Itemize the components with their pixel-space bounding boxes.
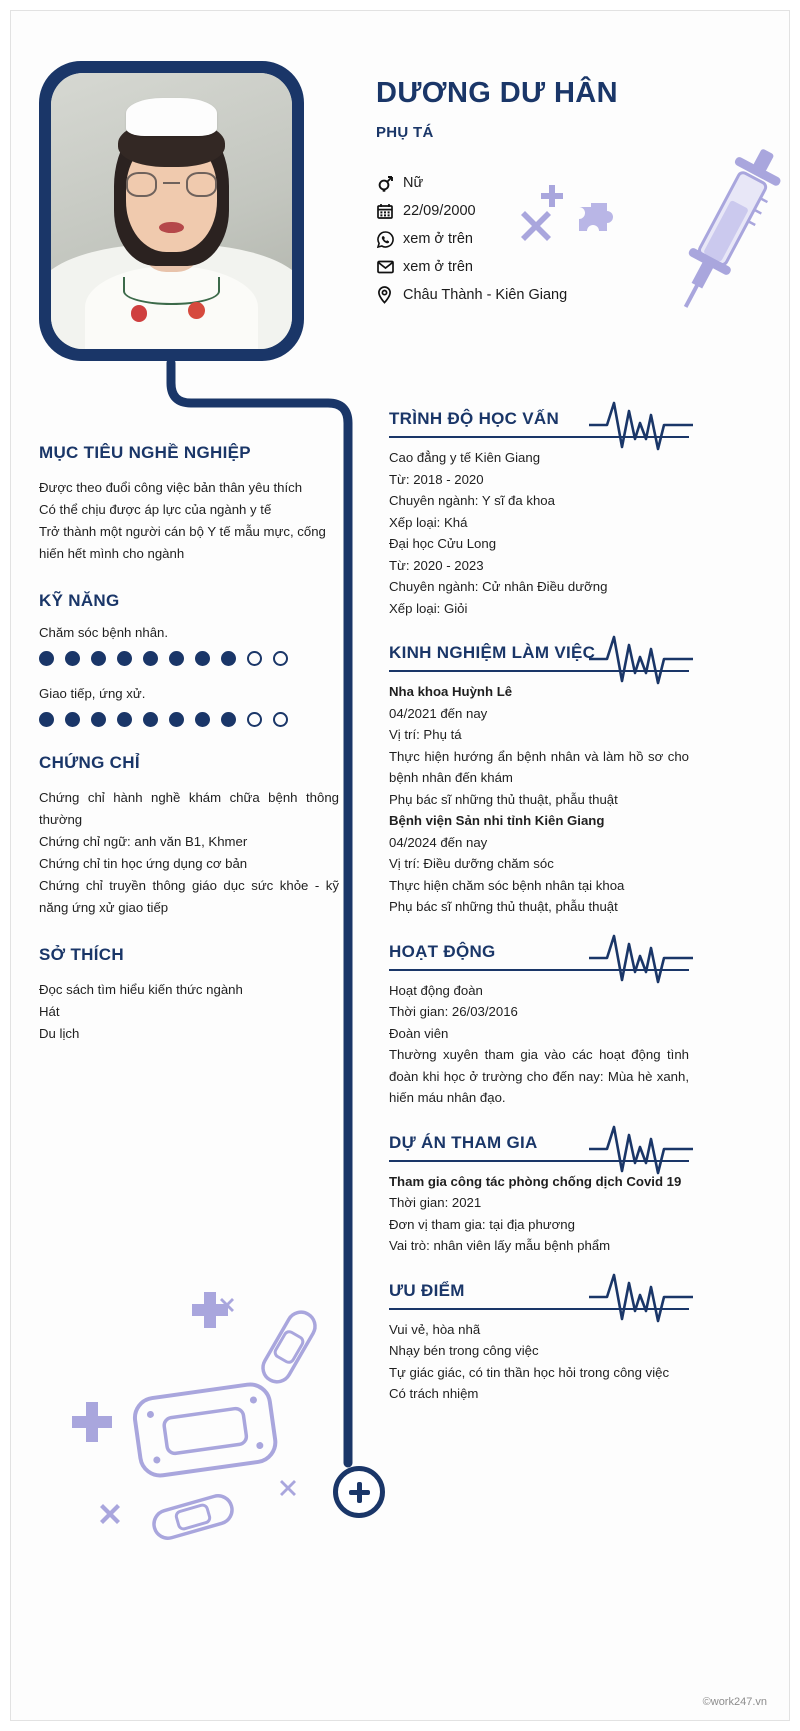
project-line: Tham gia công tác phòng chống dịch Covid 19 (389, 1173, 682, 1189)
activity-line: Đoàn viên (389, 1025, 449, 1041)
section-certificates (39, 753, 339, 919)
rating-dot (195, 651, 210, 666)
skills-heading: KỸ NĂNG (39, 591, 120, 610)
education-line: Xếp loại: Giỏi (389, 600, 468, 616)
heartbeat-icon (589, 1119, 699, 1175)
hobbies-heading: SỞ THÍCH (39, 945, 124, 964)
project-line: Thời gian: 2021 (389, 1195, 482, 1210)
experience-line: Nha khoa Huỳnh Lê (389, 684, 513, 699)
rating-dot (39, 651, 54, 666)
contact-row-phone[interactable] (377, 225, 677, 253)
education-line: Chuyên ngành: Cử nhân Điều dưỡng (389, 579, 608, 594)
activity-line: Thường xuyên tham gia vào các hoạt động tình đoàn khi học ở trường cho đến nay: Mùa hè xanh, hiến máu nhân đạo. (389, 1047, 689, 1105)
rating-dot (91, 651, 106, 666)
hobby-line: Đọc sách tìm hiểu kiến thức ngành (39, 982, 243, 997)
rating-dot (195, 712, 210, 727)
hobby-line: Du lịch (39, 1026, 80, 1041)
rating-dot (91, 712, 106, 727)
section-advantages (389, 1281, 689, 1405)
rating-dot (247, 651, 262, 666)
rating-dot (143, 712, 158, 727)
rating-dot (273, 712, 288, 727)
candidate-name: DƯƠNG DƯ HÂN (376, 77, 618, 109)
advantage-line: Nhạy bén trong công việc (389, 1343, 539, 1358)
experience-line: 04/2024 đến nay (389, 834, 488, 850)
activities-heading: HOẠT ĐỘNG (389, 941, 496, 961)
bandage-decor-lower (147, 1489, 239, 1545)
medical-plus-badge (333, 1466, 385, 1518)
email-icon (377, 260, 403, 274)
education-line: Cao đẳng y tế Kiên Giang (389, 450, 541, 465)
rating-dot (117, 651, 132, 666)
experience-line: Bệnh viện Sản nhi tỉnh Kiên Giang (389, 813, 605, 828)
certificate-line: Chứng chỉ hành nghề khám chữa bệnh thông thường (39, 790, 339, 827)
advantage-line: Có trách nhiệm (389, 1386, 479, 1401)
site-credit: ©work247.vn (702, 1696, 767, 1708)
education-line: Chuyên ngành: Y sĩ đa khoa (389, 493, 555, 508)
location-icon (377, 286, 403, 304)
advantages-heading: ƯU ĐIỂM (389, 1280, 465, 1300)
rating-dot (65, 651, 80, 666)
education-line: Từ: 2018 - 2020 (389, 471, 484, 487)
right-column (389, 409, 689, 1429)
section-education (389, 409, 689, 619)
cv-page (10, 10, 790, 1721)
section-objective (39, 443, 339, 565)
experience-line: Thực hiện hướng ẩn bệnh nhân và làm hồ sơ cho bệnh nhân đến khám (389, 748, 689, 785)
rating-dot (169, 651, 184, 666)
hobby-line: Hát (39, 1004, 60, 1019)
experience-line: Thực hiện chăm sóc bệnh nhân tại khoa (389, 877, 625, 893)
project-line: Đơn vị tham gia: tại địa phương (389, 1216, 575, 1232)
certificate-line: Chứng chỉ ngữ: anh văn B1, Khmer (39, 834, 248, 849)
profile-photo (39, 61, 304, 361)
contact-value-location: Châu Thành - Kiên Giang (403, 287, 568, 303)
bandage-decor-upper (253, 1301, 325, 1393)
activity-line: Hoạt động đoàn (389, 982, 483, 998)
rating-dot (39, 712, 54, 727)
contact-row-location (377, 281, 677, 309)
section-activities (389, 942, 689, 1109)
rating-dot (221, 651, 236, 666)
rating-dot (273, 651, 288, 666)
contact-value-phone: xem ở trên (403, 231, 473, 247)
experience-line: Vị trí: Phụ tá (389, 727, 462, 742)
left-column (39, 443, 339, 1071)
advantage-line: Tự giác giác, có tin thần học hỏi trong công việc (389, 1364, 670, 1380)
education-line: Từ: 2020 - 2023 (389, 557, 484, 573)
project-line: Vai trò: nhân viên lấy mẫu bệnh phẩm (389, 1238, 611, 1253)
projects-heading: DỰ ÁN THAM GIA (389, 1132, 538, 1152)
x-mark-decor-tiny (279, 1479, 297, 1497)
certificate-line: Chứng chỉ truyền thông giáo dục sức khỏe - kỹ năng ứng xử giao tiếp (39, 878, 339, 915)
contact-row-email[interactable] (377, 253, 677, 281)
skill-label: Chăm sóc bệnh nhân. (39, 625, 169, 640)
objective-line: Được theo đuổi công việc bản thân yêu thích (39, 480, 303, 495)
advantage-line: Vui vẻ, hòa nhã (389, 1321, 481, 1337)
contact-value-email: xem ở trên (403, 259, 473, 275)
objective-heading: MỤC TIÊU NGHỀ NGHIỆP (39, 443, 251, 462)
cross-decor-top (189, 1289, 231, 1331)
rating-dot (143, 651, 158, 666)
objective-line: Có thể chịu được áp lực của ngành y tế (39, 502, 272, 517)
experience-line: Phụ bác sĩ những thủ thuật, phẫu thuật (389, 791, 618, 807)
activity-line: Thời gian: 26/03/2016 (389, 1004, 518, 1019)
calendar-icon (377, 203, 403, 219)
experience-line: Vị trí: Điều dưỡng chăm sóc (389, 856, 554, 871)
certificates-heading: CHỨNG CHỈ (39, 753, 140, 772)
section-skills (39, 591, 339, 727)
skill-rating-dots (39, 651, 339, 666)
education-line: Đại học Cửu Long (389, 536, 497, 551)
education-heading: TRÌNH ĐỘ HỌC VẤN (389, 409, 560, 428)
contact-row-birthdate (377, 197, 677, 225)
heartbeat-icon (589, 1267, 699, 1323)
heartbeat-icon (589, 395, 699, 451)
first-aid-kit-decor (129, 1373, 281, 1485)
section-projects (389, 1133, 689, 1257)
skill-label: Giao tiếp, ứng xử. (39, 686, 146, 701)
section-hobbies (39, 945, 339, 1045)
x-mark-decor-small (99, 1503, 121, 1525)
experience-line: Phụ bác sĩ những thủ thuật, phẫu thuật (389, 899, 618, 914)
contact-value-gender: Nữ (403, 175, 424, 191)
syringe-icon (671, 141, 781, 321)
rating-dot (169, 712, 184, 727)
heartbeat-icon (589, 629, 699, 685)
x-mark-decor-bottom (219, 1297, 235, 1313)
contact-value-birthdate: 22/09/2000 (403, 203, 476, 219)
rating-dot (221, 712, 236, 727)
gender-icon (377, 175, 403, 192)
candidate-role: PHỤ TÁ (376, 124, 434, 141)
heartbeat-icon (589, 928, 699, 984)
rating-dot (65, 712, 80, 727)
section-experience (389, 643, 689, 918)
phone-icon (377, 231, 403, 248)
objective-line: Trở thành một người cán bộ Y tế mẫu mực, cống hiến hết mình cho ngành (39, 524, 326, 561)
rating-dot (117, 712, 132, 727)
contact-row-gender (377, 169, 677, 197)
rating-dot (247, 712, 262, 727)
education-line: Xếp loại: Khá (389, 514, 468, 530)
skill-rating-dots (39, 712, 339, 727)
experience-heading: KINH NGHIỆM LÀM VIỆC (389, 643, 596, 662)
certificate-line: Chứng chỉ tin học ứng dụng cơ bản (39, 856, 248, 871)
cross-decor-left (69, 1399, 115, 1445)
experience-line: 04/2021 đến nay (389, 705, 488, 721)
contact-list (377, 169, 677, 309)
